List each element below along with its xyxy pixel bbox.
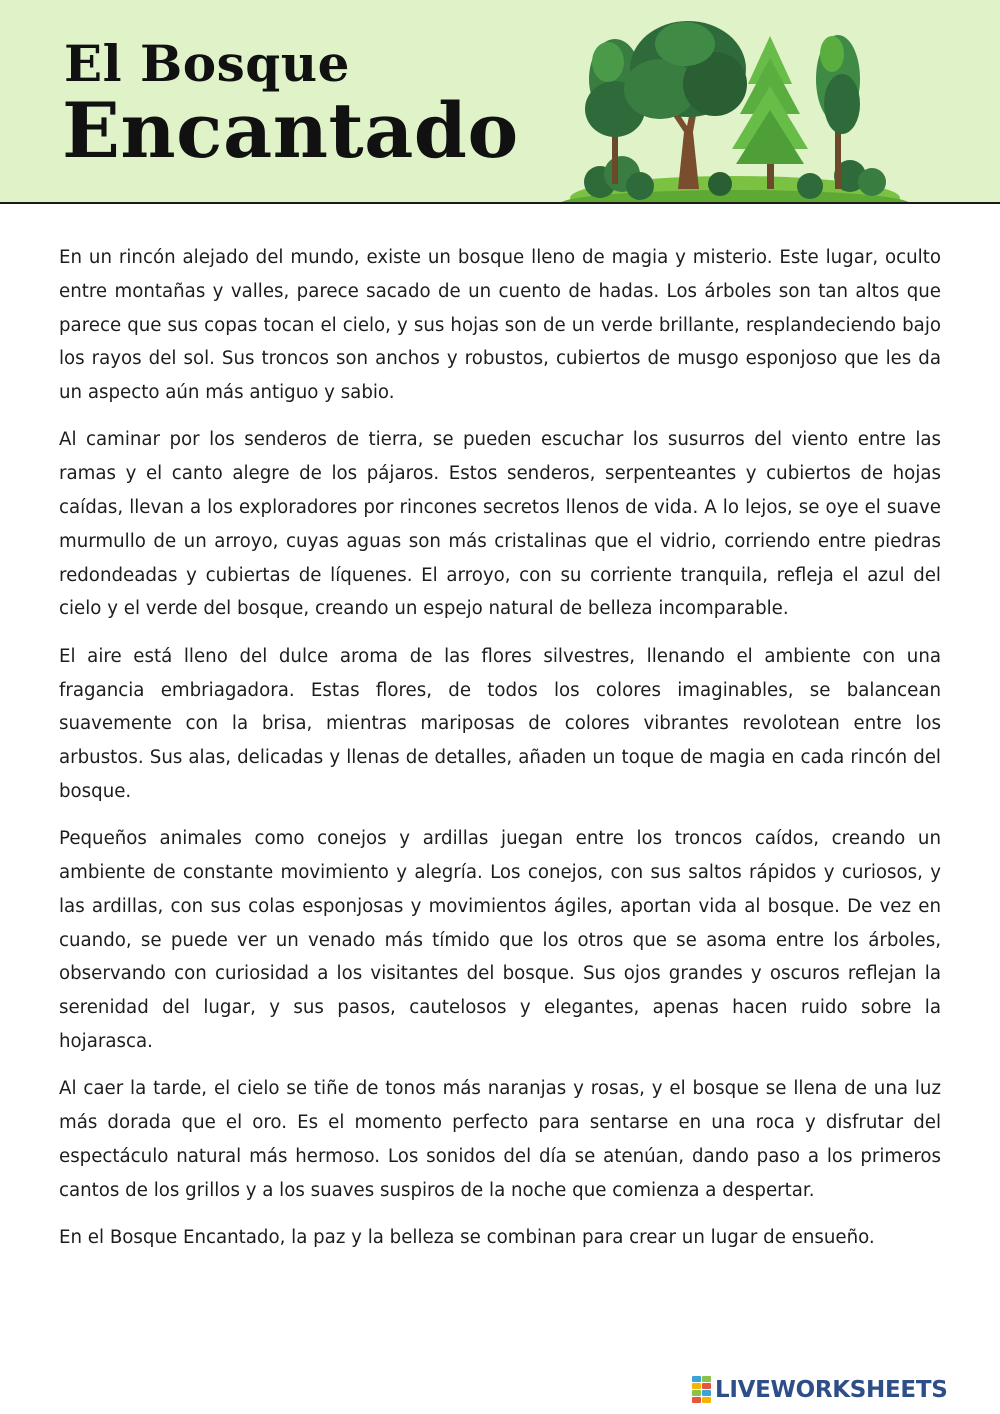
paragraph: Al caer la tarde, el cielo se tiñe de tonos más naranjas y rosas, y el bosque se llena de una luz más dorada que el oro. Es el momento perfecto para sentarse en una roca y disfrutar del espectáculo natural más hermoso. Los sonidos del día se atenúan, dando paso a los primeros cantos de los grillos y a los suaves suspiros de la noche que comienza a despertar. [59, 1078, 941, 1201]
title-line-2: Encantado [62, 86, 519, 175]
brand-text: LIVEWORKSHEETS [715, 1377, 948, 1403]
paragraph: En el Bosque Encantado, la paz y la belleza se combinan para crear un lugar de ensueño. [59, 1227, 875, 1249]
header-banner [0, 0, 1000, 204]
forest-trees-illustration [560, 14, 910, 204]
title-line-1: El Bosque [64, 34, 350, 93]
liveworksheets-brand [692, 1372, 992, 1408]
story-text [59, 241, 941, 1268]
paragraph: El aire está lleno del dulce aroma de las flores silvestres, llenando el ambiente con una fragancia embriagadora. Estas flores, de todos los colores imaginables, se balancean suavemente con la brisa, mientras mariposas de colores vibrantes revolotean entre los arbustos. Sus alas, delicadas y llenas de detalles, añaden un toque de magia en cada rincón del bosque. [59, 645, 941, 802]
paragraph: En un rincón alejado del mundo, existe un bosque lleno de magia y misterio. Este lugar, oculto entre montañas y valles, parece sacado de un cuento de hadas. Los árboles son tan altos que parece que sus copas tocan el cielo, y sus hojas son de un verde brillante, resplandeciendo bajo los rayos del sol. Sus troncos son anchos y robustos, cubiertos de musgo esponjoso que les da un aspecto aún más antiguo y sabio. [59, 247, 941, 404]
paragraph: Pequeños animales como conejos y ardillas juegan entre los troncos caídos, creando un ambiente de constante movimiento y alegría. Los conejos, con sus saltos rápidos y curiosos, y las ardillas, con sus colas esponjosas y movimientos ágiles, aportan vida al bosque. De vez en cuando, se puede ver un venado más tímido que los otros que se asoma entre los árboles, observando con curiosidad a los visitantes del bosque. Sus ojos grandes y oscuros reflejan la serenidad del lugar, y sus pasos, cautelosos y elegantes, apenas hacen ruido sobre la hojarasca. [59, 828, 941, 1053]
liveworksheets-logo-icon [692, 1376, 712, 1404]
paragraph: Al caminar por los senderos de tierra, se pueden escuchar los susurros del viento entre las ramas y el canto alegre de los pájaros. Estos senderos, serpenteantes y cubiertos de hojas caídas, llevan a los exploradores por rincones secretos llenos de vida. A lo lejos, se oye el suave murmullo de un arroyo, cuyas aguas son más cristalinas que el vidrio, corriendo entre piedras redondeadas y cubiertas de líquenes. El arroyo, con su corriente tranquila, refleja el azul del cielo y el verde del bosque, creando un espejo natural de belleza incomparable. [59, 429, 941, 620]
